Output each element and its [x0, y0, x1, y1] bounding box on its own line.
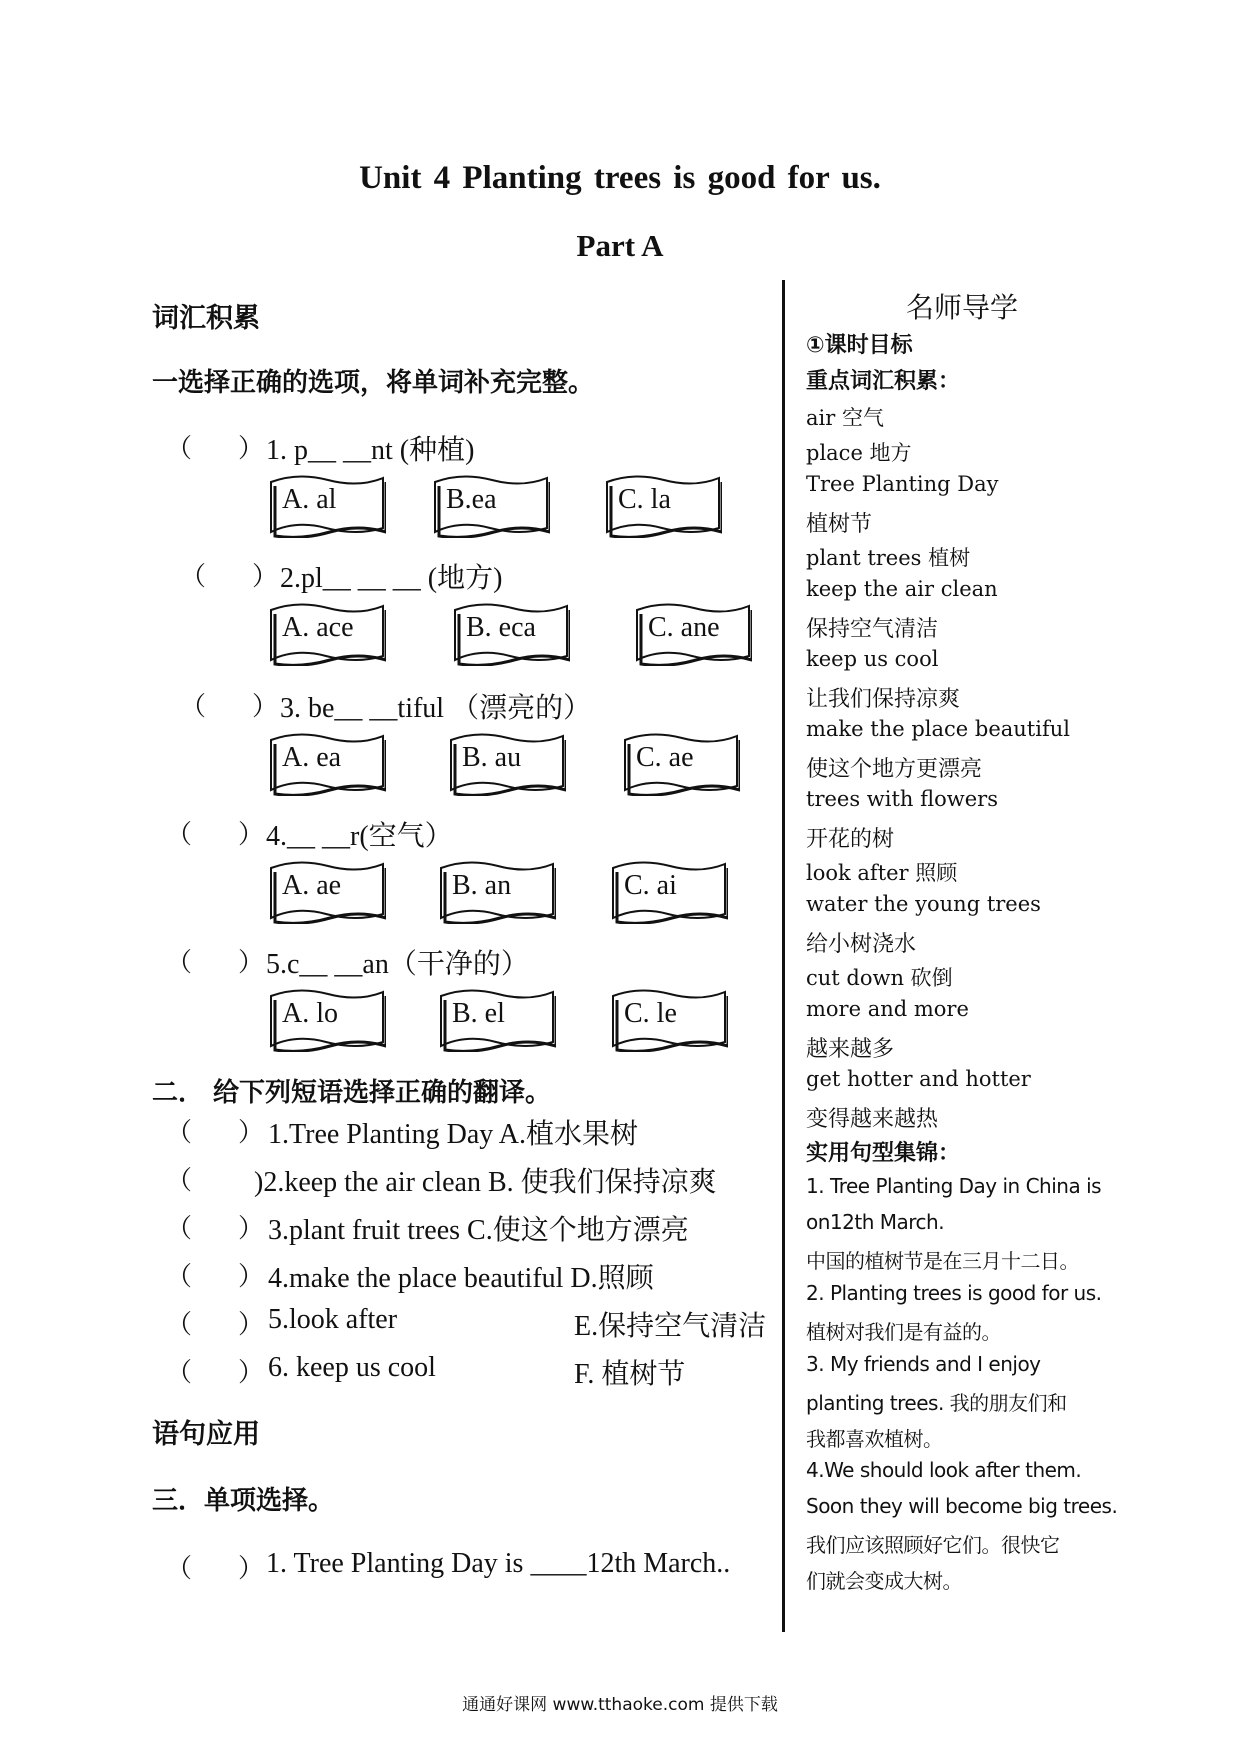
question-paren-close: ） [238, 1262, 265, 1291]
option-label: B. el [452, 998, 505, 1029]
answer-option: E.保持空气清洁 [574, 1311, 767, 1342]
vocab-line: 使这个地方更漂亮 [806, 757, 983, 782]
vocab-line: place 地方 [806, 441, 912, 465]
option-flag [438, 988, 556, 1052]
option-flag [268, 602, 386, 666]
vocab-line: air 空气 [806, 406, 884, 430]
option-flag [452, 602, 570, 666]
question-paren-close: ） [238, 1214, 265, 1243]
question-text: 1.Tree Planting Day A.植水果树 [268, 1119, 638, 1150]
question-paren-close: ） [238, 1310, 265, 1339]
question-paren-close: ） [238, 1118, 265, 1147]
vocab-line: 让我们保持凉爽 [806, 687, 961, 712]
question-text: )2.keep the air clean B. 使我们保持凉爽 [254, 1167, 717, 1198]
option-label: B. an [452, 870, 512, 901]
vocab-line: 变得越来越热 [806, 1107, 939, 1132]
vocab-line: Tree Planting Day [806, 472, 999, 496]
question-paren-close: ） [238, 1554, 265, 1583]
option-label: C. ane [648, 612, 720, 643]
vocab-line: 植树节 [806, 512, 873, 537]
vocab-line: 给小树浇水 [806, 932, 917, 957]
option-label: B. au [462, 742, 522, 773]
vocab-line: cut down 砍倒 [806, 966, 953, 990]
option-flag [268, 732, 386, 796]
question-text: 1. p__ __nt (种植) [266, 435, 475, 466]
vocab-line: keep the air clean [806, 577, 998, 601]
sentence-line: 4.We should look after them. [806, 1458, 1082, 1482]
option-label: C. le [624, 998, 677, 1029]
option-flag [438, 860, 556, 924]
vocab-line: water the young trees [806, 892, 1041, 916]
question-text: 3.plant fruit trees C.使这个地方漂亮 [268, 1215, 689, 1246]
option-label: A. al [282, 484, 337, 515]
vocab-line: 保持空气清洁 [806, 617, 939, 642]
vocab-line: look after 照顾 [806, 861, 958, 885]
sentence-line: 植树对我们是有益的。 [806, 1320, 1001, 1344]
question-paren: （ [166, 1262, 193, 1291]
sentence-line: 1. Tree Planting Day in China is [806, 1174, 1102, 1198]
sidebar-vocab-label: 重点词汇积累： [806, 369, 961, 394]
question-text: 3. be__ __tiful （漂亮的） [280, 693, 592, 724]
option-flag [610, 860, 728, 924]
question-paren: （ [166, 948, 193, 977]
question-paren-close: ） [252, 562, 279, 591]
sidebar-sentence-label: 实用句型集锦： [806, 1141, 961, 1166]
question-text: 5.look after [268, 1304, 398, 1335]
section1-heading: 一选择正确的选项，将单词补充完整。 [152, 368, 595, 398]
question-paren: （ [166, 1554, 193, 1583]
question-paren: （ [166, 1118, 193, 1147]
question-paren-close: ） [252, 692, 279, 721]
question-paren: （ [180, 562, 207, 591]
vocab-heading: 词汇积累 [152, 303, 260, 334]
option-label: B. eca [466, 612, 536, 643]
sidebar-heading: 名师导学 [906, 291, 1019, 324]
page-title: Unit 4 Planting trees is good for us. [359, 160, 881, 196]
part-title: Part A [576, 228, 664, 263]
option-flag [268, 860, 386, 924]
sentence-line: 中国的植树节是在三月十二日。 [806, 1249, 1079, 1273]
column-divider [782, 280, 785, 1632]
question-text: 2.pl__ __ __ (地方) [280, 563, 503, 594]
sentence-line: 2. Planting trees is good for us. [806, 1280, 1102, 1305]
answer-option: F. 植树节 [574, 1359, 686, 1390]
sentence-line: 我们应该照顾好它们。很快它 [806, 1533, 1060, 1557]
option-flag [448, 732, 566, 796]
vocab-line: get hotter and hotter [806, 1067, 1031, 1091]
sentence-line: 3. My friends and I enjoy [806, 1351, 1041, 1376]
question-paren-close: ） [238, 948, 265, 977]
option-label: A. ace [282, 612, 354, 643]
option-label: A. lo [282, 998, 338, 1029]
vocab-line: 开花的树 [806, 827, 895, 852]
option-flag [432, 474, 550, 538]
question-paren: （ [166, 1166, 193, 1195]
question-paren: （ [166, 1310, 193, 1339]
option-label: C. ae [636, 742, 694, 773]
question-text: 6. keep us cool [268, 1352, 436, 1383]
option-flag [622, 732, 740, 796]
question-paren: （ [166, 1214, 193, 1243]
question-paren: （ [166, 434, 193, 463]
sentence-line: 们就会变成大树。 [806, 1568, 962, 1593]
footer: 通通好课网 www.tthaoke.com 提供下载 [462, 1695, 778, 1715]
question-text: 4.__ __r(空气） [266, 821, 453, 852]
question-text: 4.make the place beautiful D.照顾 [268, 1263, 654, 1294]
option-flag [610, 988, 728, 1052]
option-label: C. ai [624, 870, 677, 901]
question-paren: （ [180, 692, 207, 721]
option-flag [268, 988, 386, 1052]
sentence-line: on12th March. [806, 1209, 945, 1234]
option-label: B.ea [446, 484, 497, 515]
sentence-line: Soon they will become big trees. [806, 1493, 1118, 1518]
vocab-line: more and more [806, 997, 969, 1021]
question-paren: （ [166, 820, 193, 849]
option-flag [268, 474, 386, 538]
vocab-line: trees with flowers [806, 787, 998, 811]
question-paren: （ [166, 1358, 193, 1387]
section3-heading: 三．单项选择。 [152, 1486, 335, 1516]
option-label: A. ae [282, 870, 342, 901]
option-flag [634, 602, 752, 666]
option-label: C. la [618, 484, 671, 515]
vocab-line: plant trees 植树 [806, 546, 971, 570]
question-paren-close: ） [238, 434, 265, 463]
question-paren-close: ） [238, 820, 265, 849]
question-paren-close: ） [238, 1358, 265, 1387]
question-text: 5.c__ __an（干净的） [266, 949, 529, 980]
sidebar-goal: ①课时目标 [806, 333, 913, 358]
vocab-line: 越来越多 [806, 1037, 895, 1062]
question-text: 1. Tree Planting Day is ____12th March.. [266, 1548, 731, 1579]
sentence-line: planting trees. 我的朋友们和 [806, 1391, 1067, 1415]
vocab-line: make the place beautiful [806, 717, 1070, 741]
vocab-line: keep us cool [806, 647, 939, 671]
option-label: A. ea [282, 742, 342, 773]
sentence-heading: 语句应用 [152, 1419, 260, 1450]
option-flag [604, 474, 722, 538]
section2-heading: 二． 给下列短语选择正确的翻译。 [152, 1078, 552, 1108]
sentence-line: 我都喜欢植树。 [806, 1426, 943, 1451]
